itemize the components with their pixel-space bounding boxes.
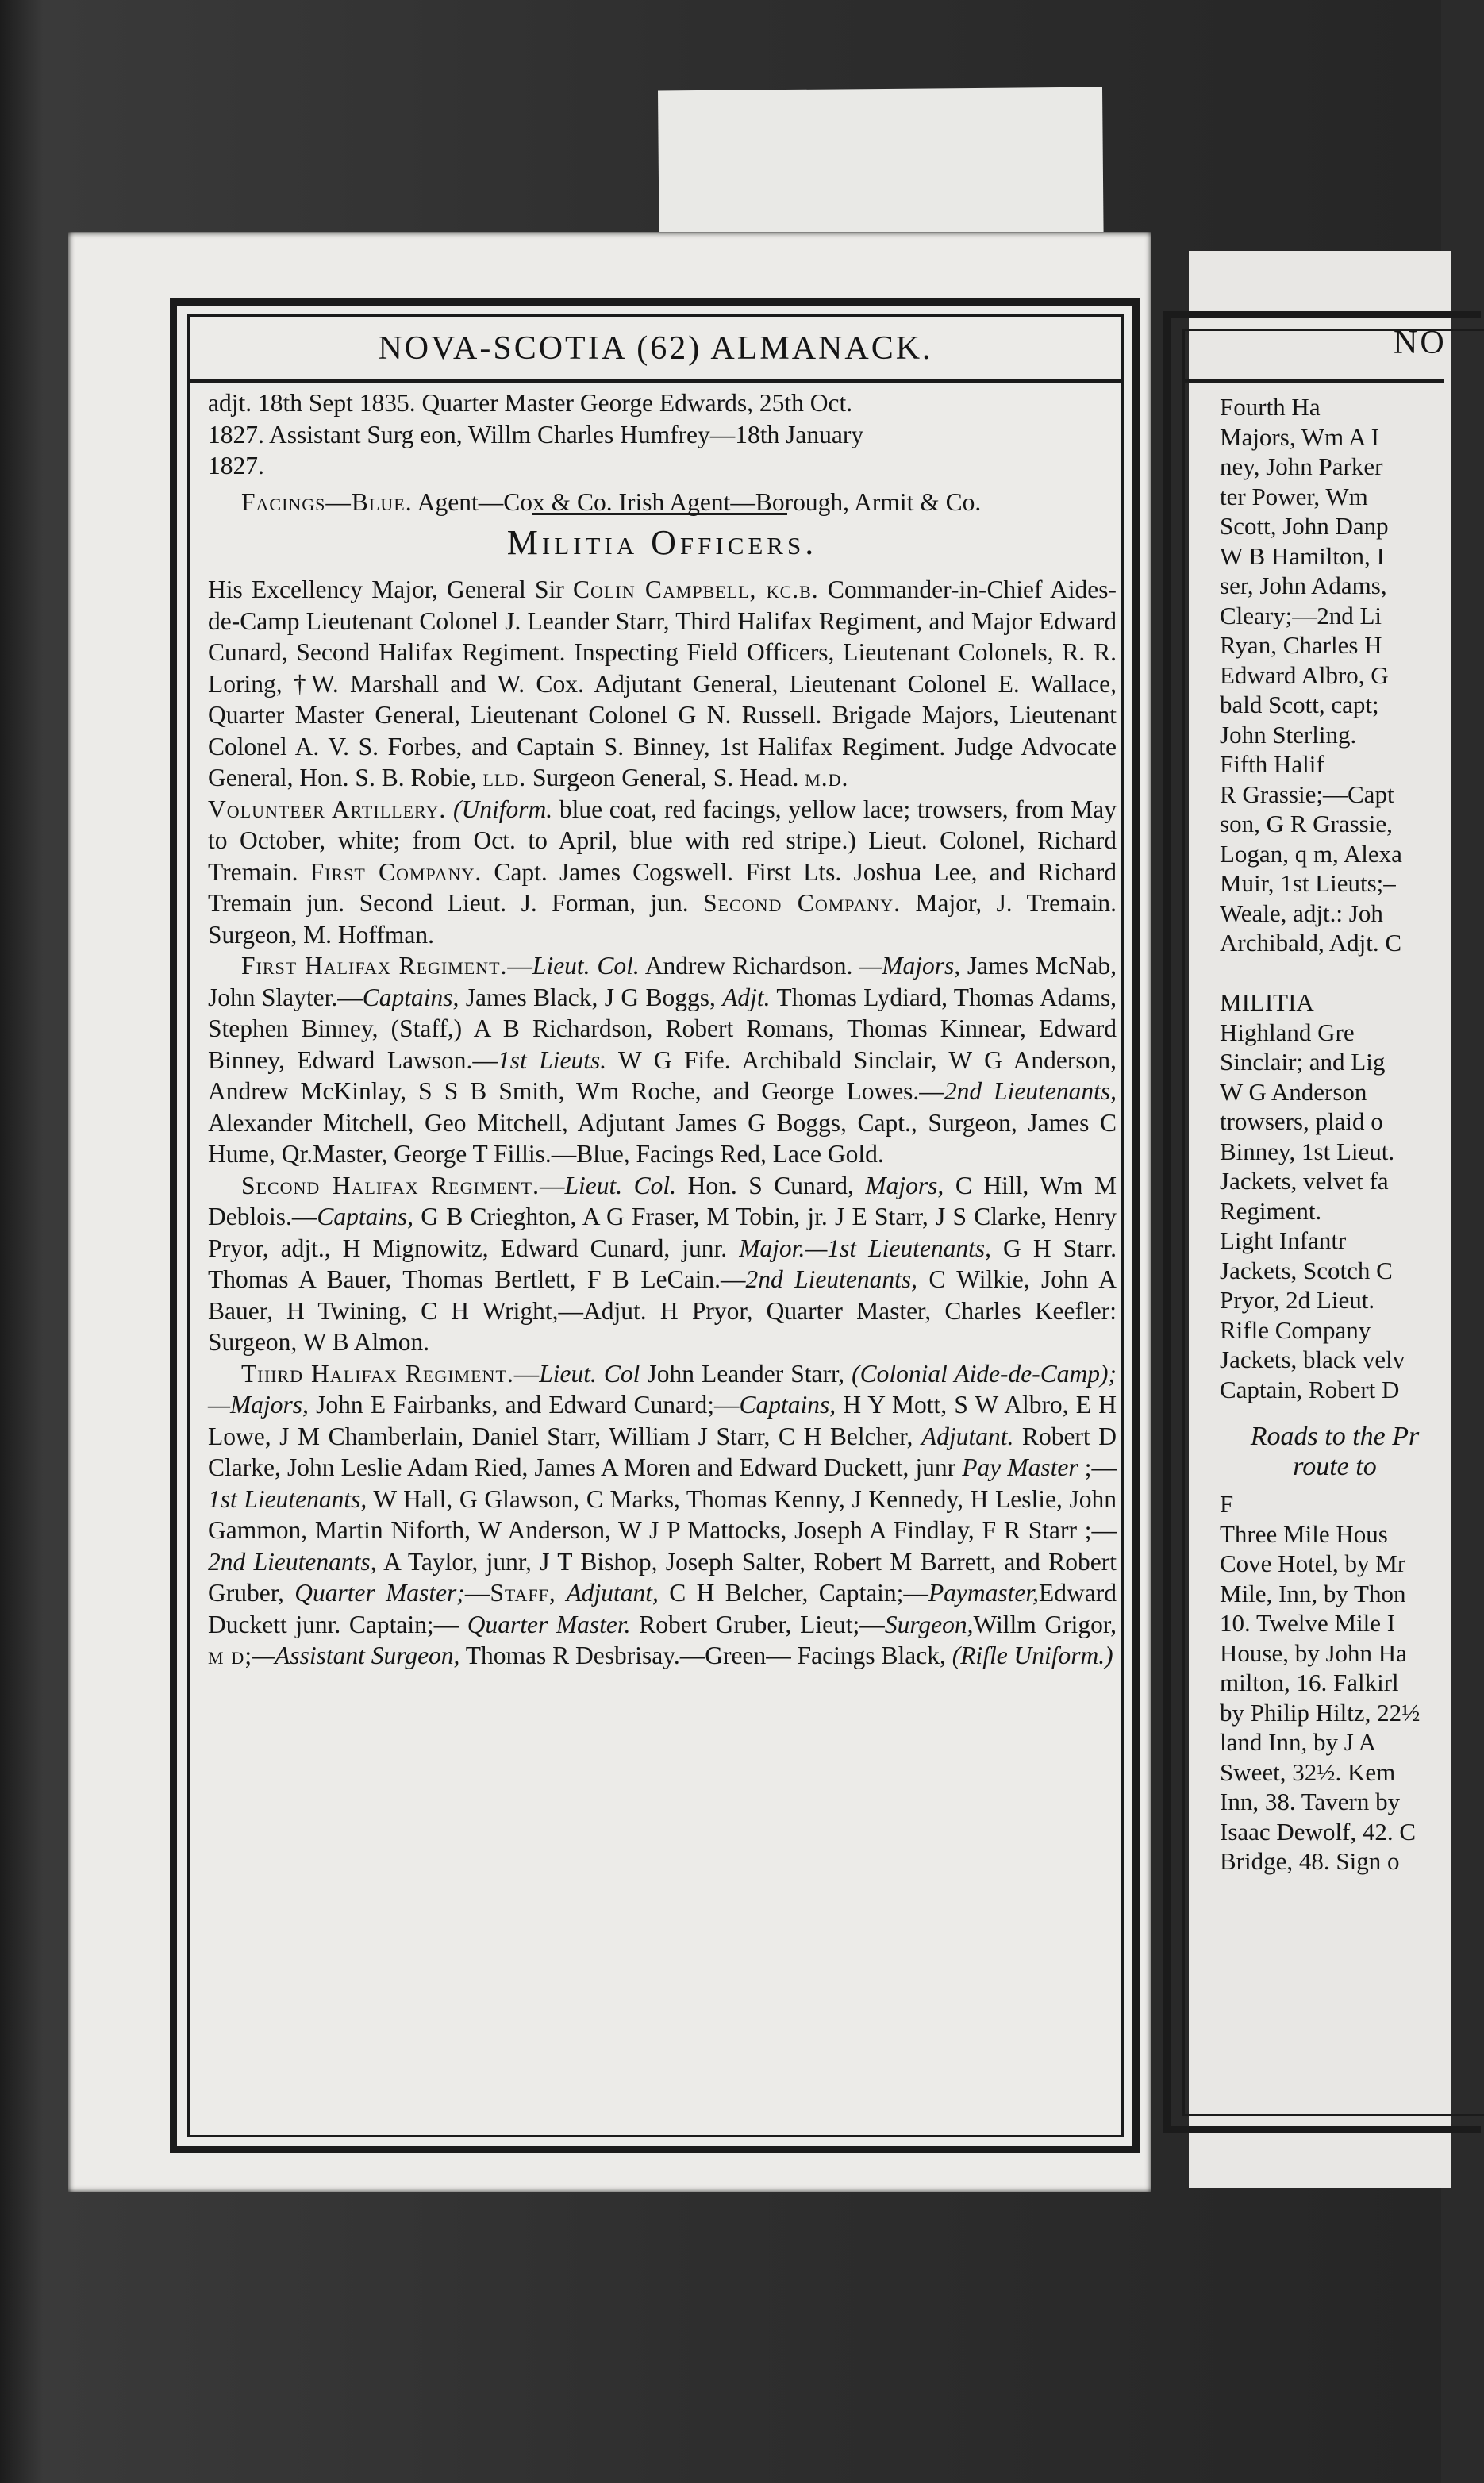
road-line: Three Mile Hous [1220,1519,1388,1548]
right-line: trowsers, plaid o [1220,1107,1383,1135]
road-line: milton, 16. Falkirl [1220,1669,1399,1696]
header-rule [187,379,1124,383]
right-line: Pryor, 2d Lieut. [1220,1286,1375,1314]
right-line: W B Hamilton, I [1220,541,1385,570]
facings-label: Facings—Blue. [241,487,413,516]
right-line: Rifle Company [1220,1315,1371,1344]
right-line [1220,958,1450,988]
road-line: Sweet, 32½. Kem [1220,1757,1396,1786]
right-line: Jackets, Scotch C [1220,1256,1393,1284]
road-line: House, by John Ha [1220,1638,1407,1667]
first-regiment-label: First Halifax Regiment. [241,952,508,980]
intro-text: adjt. 18th Sept 1835. Quarter Master George Edwards, 25th Oct. 1827. Assistant Surg eon, Willm Charles Humfrey—18th January 1827. [208,389,864,479]
artillery-paragraph: Volunteer Artillery. (Uniform. blue coat, red facings, yellow lace; trowsers, from May to October, white; from Oct. to April, blue with red stripe.) Lieut. Colonel, Richard Tremain. First Company. Capt. James Cogswell. First Lts. Joshua Lee, and Richard Tremain jun. Second Lieut. J. Forman, jun. Second Company. Major, J. Tremain. Surgeon, M. Hoffman. [208,795,1117,949]
right-line: Weale, adjt.: Joh [1220,899,1383,927]
road-line: Mile, Inn, by Thon [1220,1579,1406,1607]
artillery-label: Volunteer Artillery. [208,795,447,823]
right-line: Edward Albro, G [1220,660,1389,689]
right-line: bald Scott, capt; [1220,691,1379,718]
right-line: ney, John Parker [1220,452,1383,480]
right-line: Logan, q m, Alexa [1220,839,1402,868]
road-line: by Philip Hiltz, 22½ [1220,1698,1421,1727]
right-line: ter Power, Wm [1220,482,1368,510]
roads-heading: Roads to the Pr route to [1250,1422,1420,1481]
first-regiment-paragraph: First Halifax Regiment.—Lieut. Col. Andrew Richardson. —Majors, James McNab, John Slayter.—Captains, James Black, J G Boggs, Adjt. Thomas Lydiard, Thomas Adams, Stephen Binney, (Staff,) A B Richardson, Robert Romans, Thomas Kinnear, Edward Binney, Edward Lawson.—1st Lieuts. W G Fife. Archibald Sinclair, W G Anderson, Andrew McKinlay, S S B Smith, Wm Roche, and George Lowes.—2nd Lieutenants, Alexander Mitchell, Geo Mitchell, Adjutant James G Boggs, Capt., Surgeon, James C Hume, Qr.Master, George T Fillis.—Blue, Facings Red, Lace Gold. [208,952,1117,1168]
right-line: Light Infantr [1220,1226,1347,1254]
staff-paragraph: His Excellency Major, General Sir Colin Campbell, kc.b. Commander-in-Chief Aides-de-Camp Lieutenant Colonel J. Leander Starr, Third Halifax Regiment, and Major Edward Cunard, Second Halifax Regiment. Inspecting Field Officers, Lieutenant Colonels, R. R. Loring, †W. Marshall and W. Cox. Adjutant General, Lieutenant Colonel E. Wallace, Quarter Master General, Lieutenant Colonel G N. Russell. Brigade Majors, Lieutenant Colonel A. V. S. Forbes, and Captain S. Binney, 1st Halifax Regiment. Judge Advocate General, Hon. S. B. Robie, lld. Surgeon General, S. Head. m.d. [208,576,1117,791]
right-line: Ryan, Charles H [1220,631,1382,659]
right-line-list [1220,392,1450,1404]
road-line: Inn, 38. Tavern by [1220,1788,1401,1815]
right-line: Fifth Halif [1220,750,1324,778]
left-page-text [208,387,1117,1672]
right-line: Sinclair; and Lig [1220,1048,1386,1076]
third-regiment-paragraph: Third Halifax Regiment.—Lieut. Col John Leander Starr, (Colonial Aide-de-Camp);—Majors, John E Fairbanks, and Edward Cunard;—Captains, H Y Mott, S W Albro, E H Lowe, J M Chamberlain, Daniel Starr, William J Starr, C H Belcher, Adjutant. Robert D Clarke, John Leslie Adam Ried, James A Moren and Edward Duckett, junr Pay Master ;—1st Lieutenants, W Hall, G Glawson, C Marks, Thomas Kenny, J Kennedy, H Leslie, John Gammon, Martin Niforth, W Anderson, W J P Mattocks, Joseph A Findlay, F R Starr ;—2nd Lieutenants, A Taylor, junr, J T Bishop, Joseph Salter, Robert M Barrett, and Robert Gruber, Quarter Master;—Staff, Adjutant, C H Belcher, Captain;—Paymaster,Edward Duckett junr. Captain;— Quarter Master. Robert Gruber, Lieut;—Surgeon,Willm Grigor, m d;—Assistant Surgeon, Thomas R Desbrisay.—Green— Facings Black, (Rifle Uniform.) [208,1359,1117,1669]
right-line: Jackets, black velv [1220,1345,1405,1373]
second-regiment-label: Second Halifax Regiment. [241,1171,540,1199]
page-header: NOVA-SCOTIA (62) ALMANACK. [378,330,933,367]
right-line: Captain, Robert D [1220,1375,1400,1403]
second-regiment-paragraph: Second Halifax Regiment.—Lieut. Col. Hon. S Cunard, Majors, C Hill, Wm M Deblois.—Captains, G B Crieghton, A G Fraser, M Tobin, jr. J E Starr, J S Clarke, Henry Pryor, adjt., H Mignowitz, Edward Cunard, junr. Major.—1st Lieutenants, G H Starr. Thomas A Bauer, Thomas Bertlett, F B LeCain.—2nd Lieutenants, C Wilkie, John A Bauer, H Twining, C H Wright,—Adjut. H Pryor, Quarter Master, Charles Keefler: Surgeon, W B Almon. [208,1171,1117,1356]
right-header-rule [1182,379,1444,383]
road-line: 10. Twelve Mile I [1220,1609,1396,1637]
right-line: Highland Gre [1220,1018,1355,1046]
third-regiment-label: Third Halifax Regiment. [241,1359,514,1388]
right-line: Binney, 1st Lieut. [1220,1137,1395,1165]
road-line: Cove Hotel, by Mr [1220,1549,1406,1577]
road-line: land Inn, by J A [1220,1728,1377,1756]
right-line: Fourth Ha [1220,393,1321,421]
right-line: Regiment. [1220,1196,1322,1225]
section-heading: Militia Officers. [506,523,818,562]
facings-paragraph: Facings—Blue. Agent—Cox & Co. Irish Agent—Borough, Armit & Co. [241,487,982,516]
right-line: Scott, John Danp [1220,512,1389,540]
right-line: W G Anderson [1220,1077,1367,1106]
right-line: MILITIA [1220,988,1314,1016]
road-line: Bridge, 48. Sign o [1220,1847,1400,1875]
right-line: Jackets, velvet fa [1220,1167,1389,1195]
right-line: Archibald, Adjt. C [1220,929,1402,957]
right-line: son, G R Grassie, [1220,810,1393,837]
right-line: R Grassie;—Capt [1220,780,1394,808]
roads-line-list [1220,1489,1450,1877]
right-line: ser, John Adams, [1220,572,1387,599]
right-page-header: NO [1394,325,1447,361]
right-line: Cleary;—2nd Li [1220,601,1382,629]
right-line: Muir, 1st Lieuts;– [1220,869,1396,897]
right-line: John Sterling. [1220,720,1357,749]
right-line: Majors, Wm A I [1220,422,1379,451]
road-line: Isaac Dewolf, 42. C [1220,1817,1417,1846]
road-line: F [1220,1490,1234,1518]
right-page-text [1220,392,1450,1877]
